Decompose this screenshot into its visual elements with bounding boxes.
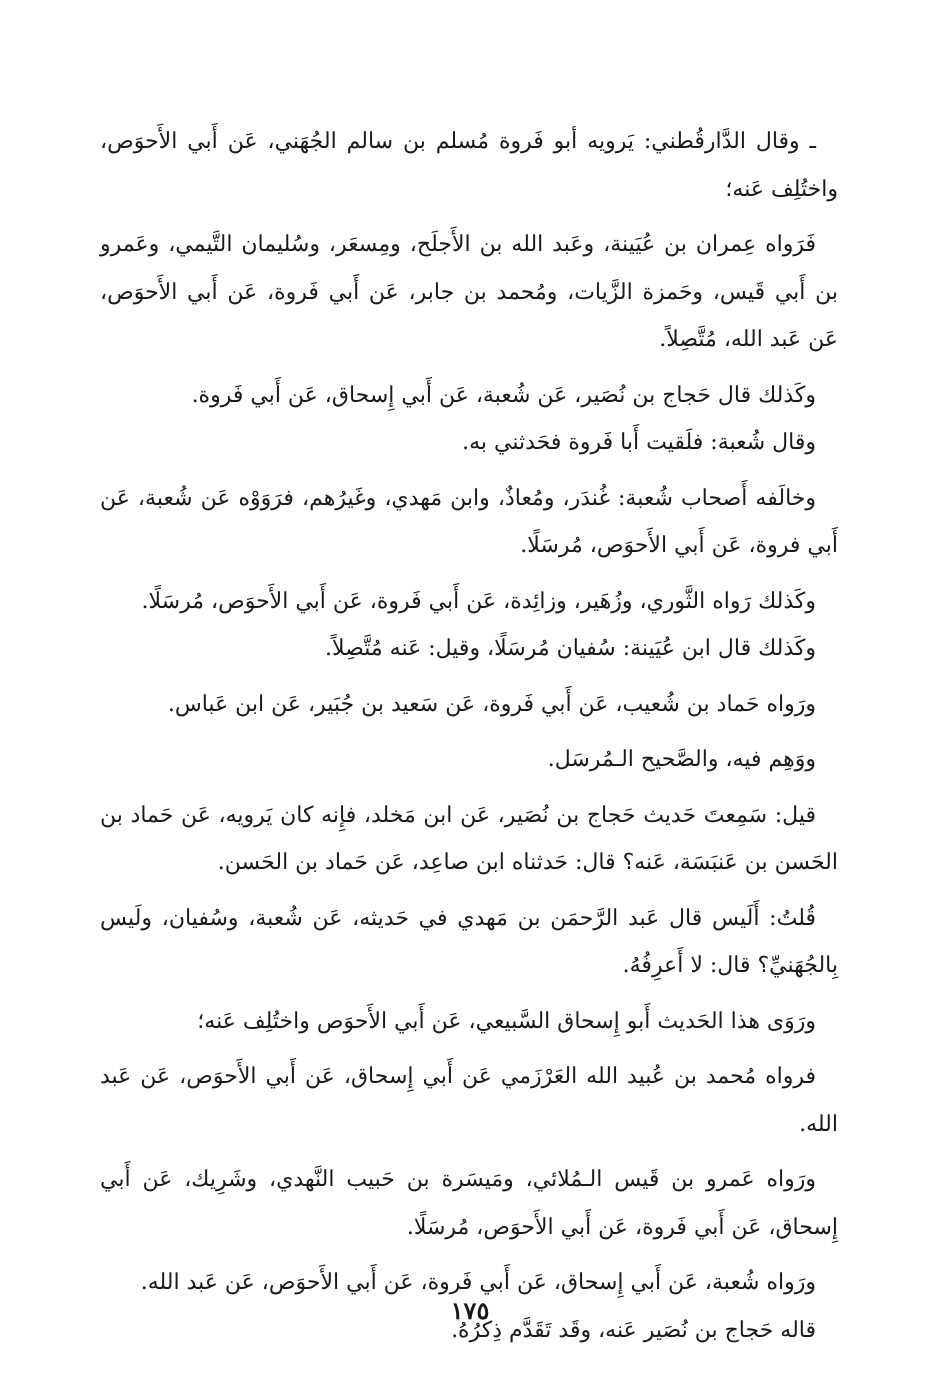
paragraph-7: وكَذلك قال ابن عُيَينة: سُفيان مُرسَلًا، وقيل: عَنه مُتَّصِلاً.: [325, 636, 816, 661]
paragraph-3: وكَذلك قال حَجاج بن نُصَير، عَن شُعبة، عَن أَبي إِسحاق، عَن أَبي فَروة.: [191, 382, 816, 408]
paragraph-13: فرواه مُحمد بن عُبيد الله العَرْزَمي عَن أَبي إِسحاق، عَن أَبي الأَحوَص، عَن عَبد الله.: [100, 1064, 838, 1137]
body-text: [100, 118, 838, 1362]
paragraph-5: وخالَفه أَصحاب شُعبة: غُندَر، ومُعاذٌ، وابن مَهدي، وغَيرُهم، فرَوَوْه عَن شُعبة، عَن أَبي فروة، عَن أَبي الأَحوَص، مُرسَلًا.: [100, 485, 838, 558]
paragraph-6: وكَذلك رَواه الثَّوري، وزُهَير، وزائِدة، عَن أَبي فَروة، عَن أَبي الأَحوَص، مُرسَلًا.: [141, 588, 816, 614]
paragraph-2: فَرَواه عِمران بن عُيَينة، وعَبد الله بن الأَجلَح، ومِسعَر، وسُليمان التَّيمي، وعَمرو بن أَبي قَيس، وحَمزة الزَّيات، ومُحمد بن جابر، عَن أَبي فَروة، عَن أَبي الأَحوَص، عَن عَبد الله، مُتَّصِلاً.: [100, 232, 838, 352]
paragraph-8: ورَواه حَماد بن شُعيب، عَن أَبي فَروة، عَن سَعيد بن جُبَير، عَن ابن عَباس.: [167, 691, 816, 717]
paragraph-14: ورَواه عَمرو بن قَيس الـمُلائي، ومَيسَرة بن حَبيب النَّهدي، وشَرِيك، عَن أَبي إِسحاق، عَن أَبي فَروة، عَن أَبي الأَحوَص، مُرسَلًا.: [100, 1167, 838, 1240]
paragraph-16: قاله حَجاج بن نُصَير عَنه، وقَد تَقَدَّم ذِكرُهُ.: [451, 1317, 816, 1343]
paragraph-15: ورَواه شُعبة، عَن أَبي إِسحاق، عَن أَبي فَروة، عَن أَبي الأَحوَص، عَن عَبد الله.: [140, 1270, 816, 1295]
paragraph-1: ـ وقال الدَّارقُطني: يَرويه أبو فَروة مُسلم بن سالم الجُهَني، عَن أَبي الأَحوَص، واختُلِف عَنه؛: [100, 129, 838, 202]
paragraph-4: وقال شُعبة: فلَقيت أَبا فَروة فحَدثني به.: [462, 430, 816, 455]
paragraph-10: قيل: سَمِعتَ حَديث حَجاج بن نُصَير، عَن ابن مَخلد، فإِنه كان يَرويه، عَن حَماد بن الحَسن بن عَنبَسَة، عَنه؟ قال: حَدثناه ابن صاعِد، عَن حَماد بن الحَسن.: [100, 802, 838, 875]
paragraph-11: قُلتُ: أَلَيس قال عَبد الرَّحمَن بن مَهدي في حَديثه، عَن شُعبة، وسُفيان، ولَيس بِالجُهَنيِّ؟ قال: لا أَعرِفُهُ.: [100, 905, 838, 978]
page-number: ١٧٥: [450, 1296, 490, 1325]
paragraph-12: ورَوَى هذا الحَديث أَبو إِسحاق السَّبيعي، عَن أَبي الأَحوَص واختُلِف عَنه؛: [197, 1008, 816, 1034]
paragraph-9: ووَهِم فيه، والصَّحيح الـمُرسَل.: [547, 747, 816, 772]
